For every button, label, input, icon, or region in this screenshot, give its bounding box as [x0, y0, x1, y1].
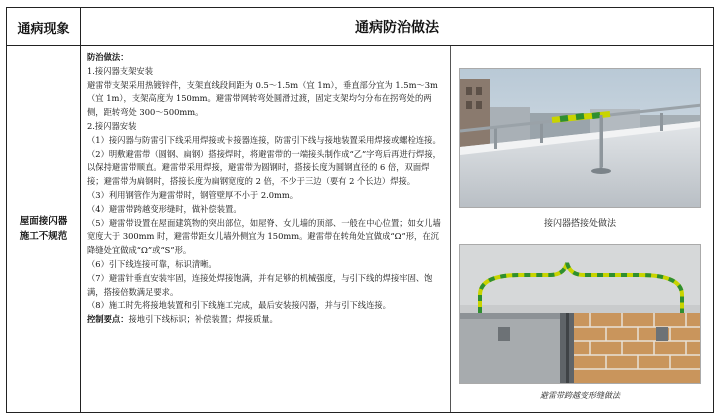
photo1-caption: 接闪器搭接处做法: [543, 219, 616, 229]
header-phenomenon: 通病现象: [7, 8, 81, 46]
method-line: 避雷带支架采用热镀锌件，支架直线段间距为 0.5～1.5m（宜 1m），垂直部分宜为 1.5m～3m（宜 1m），支架高度为 150mm。避雷带网转弯处圆滑过渡，固定支架均匀分布在拐弯处的两侧，距转弯处 300～500mm。: [87, 79, 438, 118]
photo2-caption: 避雷带跨越变形缝做法: [540, 391, 620, 400]
control-text: 接地引下线标识；补偿装置；焊接质量。: [128, 314, 278, 325]
phenomenon-text: 屋面接闪器施工不规范: [19, 216, 68, 242]
expansion-joint-photo: [459, 244, 701, 384]
header-method: 通病防治做法: [355, 20, 439, 36]
method-line: （2）明敷避雷带（圆钢、扁钢）搭接焊时，将避雷带的一端接头制作成“乙”字弯后再进行焊接，以保持避雷带顺直。避雷带采用焊接，避雷带为圆钢时，搭接长度为圆钢直径的 6 倍，双面焊接；避雷带为扁钢时，搭接长度为扁钢宽度的 2 倍，不少于三边（要有 2 个长边）焊接。: [87, 148, 441, 187]
method-line: （5）避雷带设置在屋面建筑物的突出部位，如屋脊、女儿墙的顶部、一般在中心位置；如女儿墙宽度大于 300mm 时，避雷带距女儿墙外侧宜为 150mm。避雷带在转角处宜做成“Ω”形，在沉降缝处宜做成“Ω”或“S”形。: [87, 217, 441, 256]
method-line: （3）利用钢管作为避雷带时，钢管壁厚不小于 2.0mm。: [87, 189, 299, 200]
photo-column: [451, 46, 713, 412]
method-line: （1）接闪器与防雷引下线采用焊接或卡接器连接，防雷引下线与接地装置采用焊接或螺栓连接。: [87, 134, 441, 145]
method-title: 防治做法：: [87, 52, 129, 62]
method-line: （4）避雷带跨越变形缝时，做补偿装置。: [87, 203, 242, 214]
method-line: （7）避雷针垂直安装牢固，连接处焊接饱满，并有足够的机械强度，与引下线的焊接牢固、饱满，搭接倍数满足要求。: [87, 272, 433, 297]
rooftop-lightning-rod-photo: [459, 68, 701, 208]
phenomenon-cell: [7, 46, 81, 412]
header-row: [7, 8, 713, 46]
method-line: 1.接闪器支架安装: [87, 65, 153, 76]
method-cell: [81, 46, 451, 412]
method-line: 2.接闪器安装: [87, 120, 137, 131]
control-points: [87, 313, 444, 327]
method-line: （6）引下线连接可靠，标识清晰。: [87, 258, 217, 269]
method-line: （8）施工时先将接地装置和引下线施工完成，最后安装接闪器，并与引下线连接。: [87, 300, 391, 311]
content-table: [6, 7, 714, 413]
control-label: 控制要点：: [87, 314, 129, 325]
body-row: [7, 46, 713, 412]
